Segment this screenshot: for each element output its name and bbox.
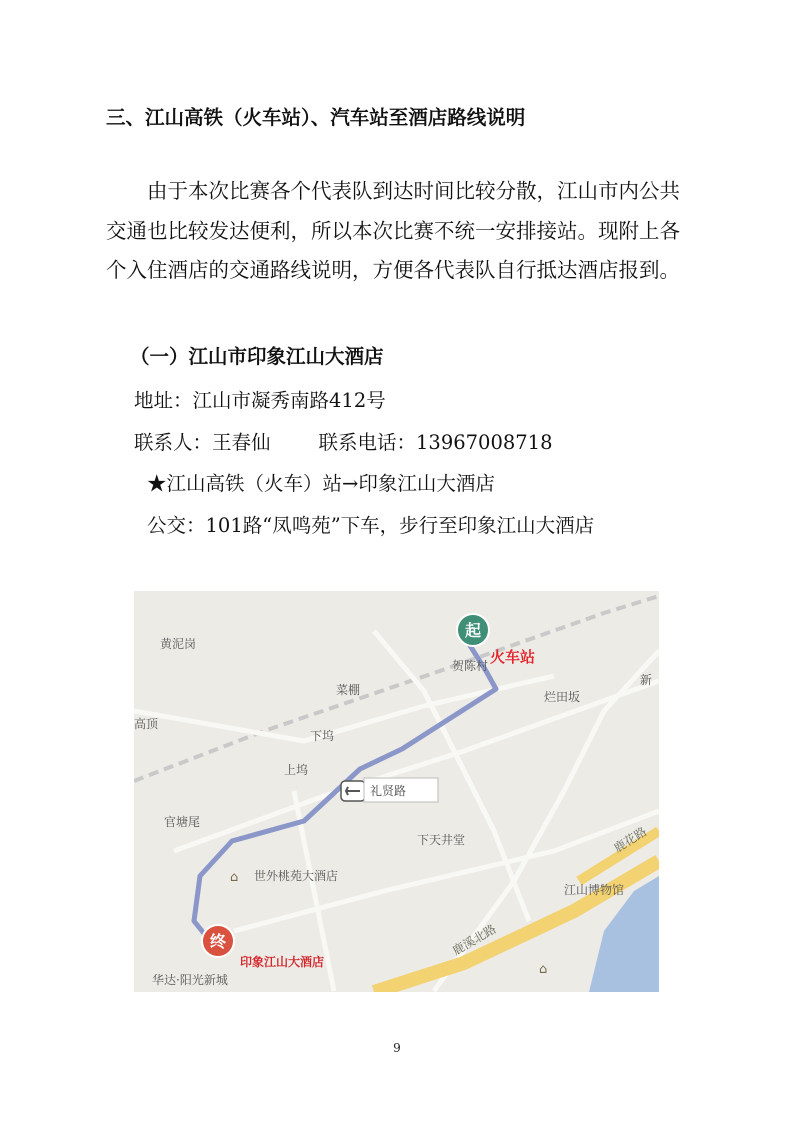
label-xiawu: 下坞 [310, 729, 335, 743]
start-marker-label: 起 [464, 621, 482, 640]
label-luxi-north-road: 鹿溪北路 [449, 921, 499, 958]
label-xiatianjingtang: 下天井堂 [417, 833, 466, 847]
hotel-contact-line [134, 427, 553, 455]
hotel-address: 地址：江山市凝秀南路412号 [134, 389, 386, 412]
label-shiwai-hotel: 世外桃苑大酒店 [254, 869, 339, 883]
hotel-title: （一）江山市印象江山大酒店 [130, 345, 384, 368]
label-gaoding: 高顶 [134, 717, 159, 731]
contact-person: 联系人：王春仙 [134, 431, 271, 454]
label-shangwu: 上坞 [284, 763, 309, 777]
contact-phone: 联系电话：13967008718 [318, 431, 553, 454]
label-guantangwei: 官塘尾 [164, 815, 201, 829]
label-train-station: 火车站 [490, 648, 536, 666]
label-village: 贺陈村 [452, 659, 489, 673]
intro-paragraph: 由于本次比赛各个代表队到达时间比较分散，江山市内公共交通也比较发达便利，所以本次比赛不统一安排接站。现附上各个入住酒店的交通路线说明，方便各代表队自行抵达酒店报到。 [106, 179, 680, 282]
route-map [134, 591, 659, 992]
hotel-icon: ⌂ [230, 870, 239, 885]
start-marker [457, 614, 489, 646]
label-hotel: 印象江山大酒店 [240, 955, 325, 969]
label-huada: 华达·阳光新城 [152, 973, 228, 987]
label-luhua-road: 鹿花路 [611, 824, 650, 856]
label-huangnigang: 黄泥岗 [160, 637, 197, 651]
end-marker [202, 925, 234, 957]
label-lixian-road: 礼贤路 [370, 784, 407, 798]
label-caipeng: 菜棚 [336, 683, 361, 697]
bus-instructions: 公交：101路“凤鸣苑”下车，步行至印象江山大酒店 [147, 514, 595, 537]
route-title: ★江山高铁（火车）站→印象江山大酒店 [147, 472, 495, 495]
page-number: 9 [393, 1041, 401, 1055]
bus-stop-icon [341, 781, 365, 801]
section-heading: 三、江山高铁（火车站）、汽车站至酒店路线说明 [106, 106, 526, 129]
label-museum: 江山博物馆 [564, 883, 625, 897]
museum-icon: ⌂ [539, 962, 548, 977]
end-marker-label: 终 [209, 932, 227, 951]
label-lantianban: 烂田坂 [544, 690, 581, 704]
label-xin: 新 [640, 673, 653, 687]
